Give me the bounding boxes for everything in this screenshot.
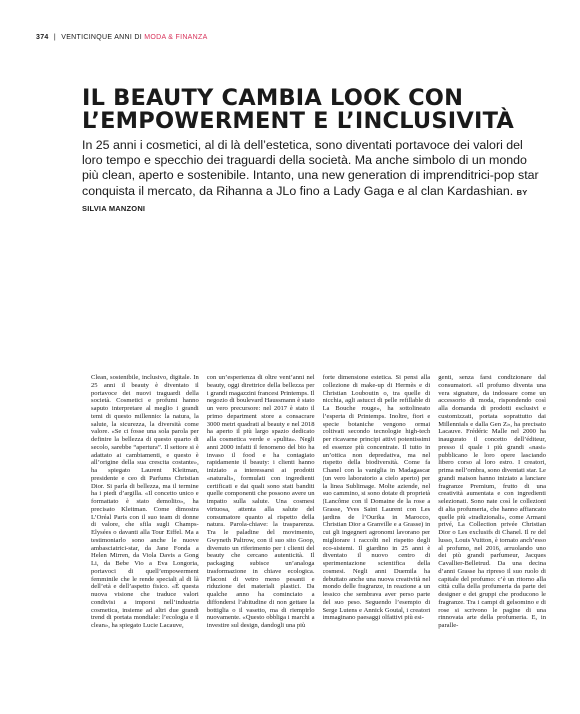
article-body — [91, 374, 546, 706]
header-separator: | — [53, 34, 56, 41]
body-column-1: Clean, sostenibile, inclusivo, digitale. In 25 anni il beauty è diventato il portavoce dei nuovi traguardi della società. Cosmetici e profumi hanno saputo interpretare al meglio i grandi temi di questo millennio: la natura, la salute, la sicurezza, la diversità come valore. «Se ci fosse una sola parola per definire la bellezza di questo quarto di secolo, sarebbe “apertura”. Il settore si è adattato ai cambiamenti, e questo è all’origine della sua crescita costante», ha spiegato Laurent Kleitman, presidente e ceo di Parfums Christian Dior. Si parla di bellezza, ma il termine ha i piedi d’argilla. «Il concetto unico e formattato è stato demolito», ha precisato Kleitman. Come dimostra L’Oréal Paris con il suo team di donne di valore, che sfila sugli Champs-Elysées o davanti alla Tour Eiffel. Ma a testimoniarlo sono anche le nuove ambasciatrici-star, da Jane Fonda a Helen Mirren, da Viola Davis a Gong Li, da Bebe Vio a Eva Longoria, portavoci di quell’empowerment femminile che le rende speciali al di là dell’età e dell’aspetto fisico. «È questa nuova visione che traduce valori condivisi a imporsi nell’industria cosmetica, insieme ad altri due grandi trend di portata mondiale: l’ecologia e il clean», ha spiegato Lucie Lacauve, — [91, 374, 199, 629]
byline: BY SILVIA MANZONI — [82, 187, 528, 213]
article-dek — [82, 138, 544, 216]
article-title-line-2: L’EMPOWERMENT E L’INCLUSIVITÀ — [82, 108, 514, 134]
article-title — [82, 87, 552, 133]
header-section: MODA & FINANZA — [144, 34, 208, 41]
header-series: VENTICINQUE ANNI DI — [61, 34, 142, 41]
article-title-line-1: IL BEAUTY CAMBIA LOOK CON — [82, 85, 464, 111]
body-column-3: forte dimensione estetica. Si pensi alla collezione di make-up di Hermès e di Christian Louboutin o, tra quelle di nicchia, agli astucci di pelle refillable di La Bouche rouge», ha sottolineato l’esperta di Printemps. Inoltre, fiori e specie botaniche vengono ormai coltivati secondo tecnologie high-tech per ricavarne principi attivi potentissimi ed essenze più concentrate. Il tutto in un’ottica non depredativa, ma nel rispetto della biodiversità. Come fa Chanel con la vaniglia in Madagascar (un vero laboratorio a cielo aperto) per la linea Sublimage. Molte aziende, nel suo cammino, si sono dotate di proprietà (Lancôme con il Domaine de la rose a Grasse, Yves Saint Laurent con Les jardins de l’Ourika in Marocco, Christian Dior a Granville e a Grasse) in cui gli ingegneri agronomi lavorano per migliorare i raccolti nel rispetto degli eco-sistemi. Il giardino in 25 anni è diventato il nuovo centro di sperimentazione scientifica della cosmesi. Negli anni Duemila ha debuttato anche una nuova creatività nel mondo delle fragranze, in reazione a un lessico che sembrava aver perso parte del suo peso. Seguendo l’esempio di Serge Lutens e Annick Goutal, i creatori immaginano paesaggi olfattivi più esi- — [322, 374, 431, 622]
page-header — [36, 34, 208, 41]
dek-text: In 25 anni i cosmetici, al di là dell’estetica, sono diventati portavoce dei valori del loro tempo e specchio dei traguardi della società. Ma anche simbolo di un mondo più clean, aperto e sostenibile. Intanto, una new generation di imprenditrici-pop star conquista il mercato, da Rihanna a JLo fino a Lady Gaga e al clan Kardashian. — [82, 138, 539, 198]
body-column-4: genti, senza farsi condizionare dal consumatori. «Il profumo diventa una vera signature, da indossare come un accessorio di moda, rispondendo così alla domanda di prodotti esclusivi e customizzati, portata soprattutto dai Millennials e dalla Gen Z», ha precisato Lacauve. Frédéric Malle nel 2000 ha inaugurato il concetto dell’éditeur, presso il quale i più grandi «nasi» pubblicano le loro opere lasciando libero corso al loro estro. I creatori, prima nell’ombra, sono diventati star. Le grandi maison hanno iniziato a lanciare fragranze Premium, frutto di una creatività aumentata e con ingredienti selezionati. Sono nate così le collezioni di alta profumeria, che hanno affiancato quelle più «tradizionali», come Armani privé, La Collection privée Christian Dior o Les exclusifs di Chanel. Il re del lusso, Louis Vuitton, è tornato anch’esso al profumo, nel 2016, arruolando uno dei più grandi parfumeur, Jacques Cavallier-Belletrud. Da una decina d’anni Grasse ha ripreso il suo ruolo di capitale del profumo: c’è un ritorno alla città culla della profumeria da parte dei designer e dei gruppi che producono le fragranze. Tra i campi di gelsomino e di rose si scrivono le pagine di una rinnovata arte della profumeria. E, in paralle- — [438, 374, 546, 629]
body-column-2: con un’esperienza di oltre vent’anni nel beauty, oggi direttrice della bellezza per i grandi magazzini francesi Printemps. Il negozio di boulevard Haussmann è stato un vero precursore: nel 2017 è stato il primo department store a consacrare 3000 metri quadrati al beauty e nel 2018 ha aperto il più largo spazio dedicato alla cosmetica verde e «pulita». Negli anni 2000 infatti il fenomeno del bio ha invaso il food e ha contagiato rapidamente il beauty: i clienti hanno iniziato a interessarsi ai prodotti «naturali», formulati con ingredienti certificati e dai quali sono stati banditi quelle componenti che possono avere un impatto sulla salute. Una cosmesi virtuosa, attenta alla salute del consumatore quanto al rispetto della natura. Parola-chiave: la trasparenza. Tra le paladine del movimento, Gwyneth Paltrow, con il suo sito Goop, divenuto un riferimento per i clienti del beauty che cercano autenticità. Il packaging subisce un’analoga trasformazione in chiave ecologica. Flaconi di vetro meno pesanti e riduzione dei materiali plastici. Da qualche anno ha cominciato a diffondersi l’abitudine di non gettare la bottiglia o il vasetto, ma di riempirlo nuovamente. «Questo obbliga i marchi a investire sul design, dandogli una più — [206, 374, 315, 629]
page-number: 374 — [36, 34, 49, 41]
